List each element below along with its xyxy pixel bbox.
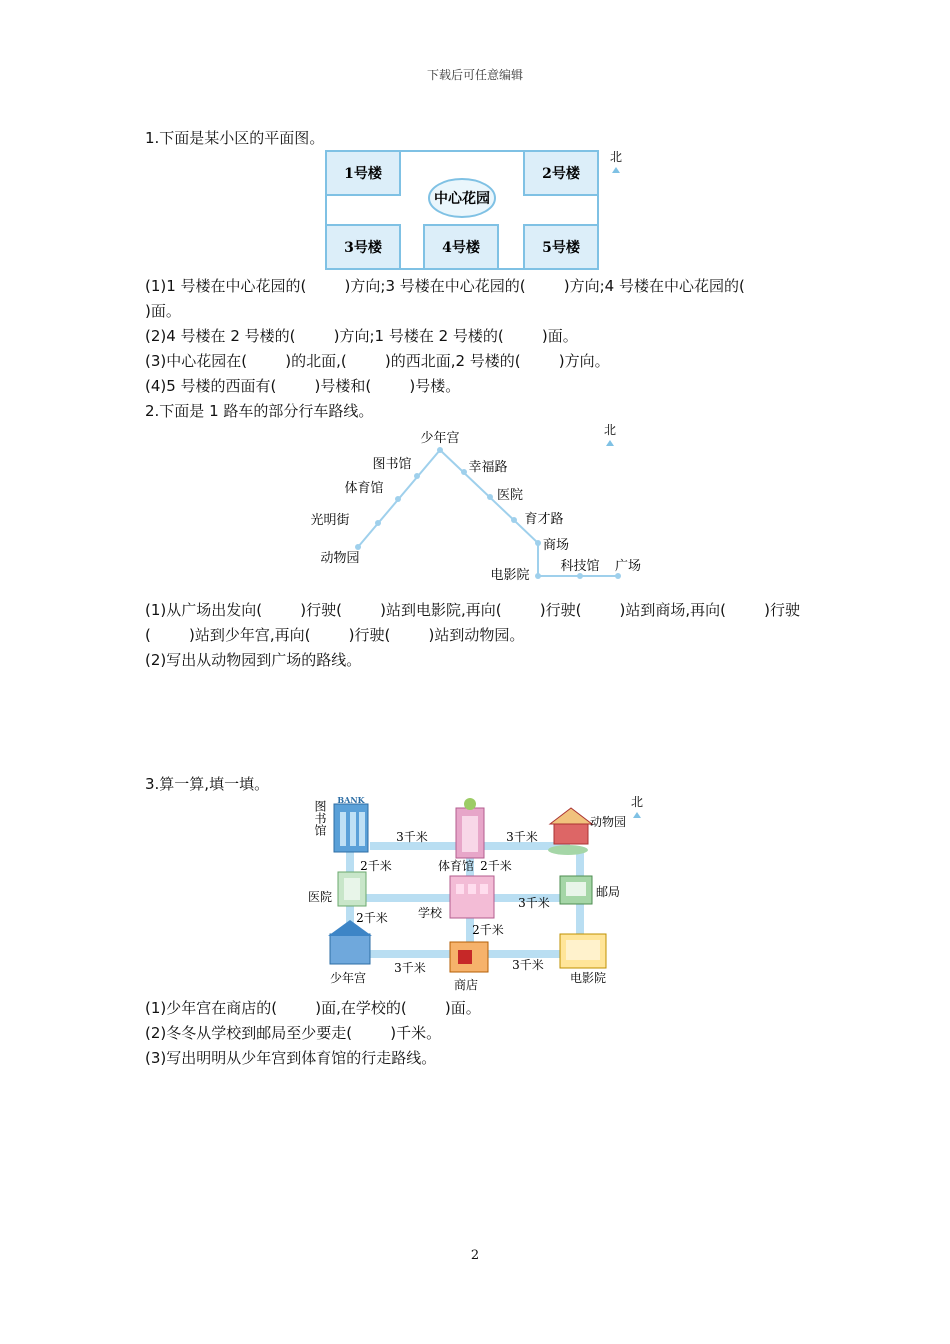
north-arrow-icon (612, 167, 620, 173)
stop-dianying: 电影院 (490, 568, 530, 583)
stop-xingfu: 幸福路 (468, 460, 508, 475)
label-shangdian: 商店 (453, 978, 479, 992)
q1-line-2: )面。 (145, 302, 181, 320)
dist-stadium-school: 2千米 (480, 859, 512, 873)
building-cinema (560, 934, 606, 968)
dist-stadium-zoo: 3千米 (506, 830, 538, 844)
q1-line-1: (1)1 号楼在中心花园的( )方向;3 号楼在中心花园的( )方向;4 号楼在中心花园的( (145, 277, 745, 295)
q2-line-3: (2)写出从动物园到广场的路线。 (145, 651, 362, 669)
north-label: 北 (609, 150, 623, 164)
stop-guangming: 光明街 (310, 513, 350, 528)
stop-dongwu: 动物园 (320, 551, 360, 566)
q3-line-1: (1)少年宫在商店的( )面,在学校的( )面。 (145, 999, 481, 1017)
dist-school-post: 3千米 (518, 896, 550, 910)
label-b3: 3号楼 (344, 240, 382, 256)
building-school (450, 876, 494, 918)
building-zoo (548, 808, 592, 855)
q1-line-5: (4)5 号楼的西面有( )号楼和( )号楼。 (145, 377, 461, 395)
bank-sign: BANK (337, 795, 365, 805)
q1-line-3: (2)4 号楼在 2 号楼的( )方向;1 号楼在 2 号楼的( )面。 (145, 327, 578, 345)
label-dianyingyuan: 电影院 (569, 971, 607, 985)
dist-library-hospital: 2千米 (360, 859, 392, 873)
q2-line-1: (1)从广场出发向( )行驶( )站到电影院,再向( )行驶( )站到商场,再向( )行驶 (145, 601, 801, 619)
stop-tiyu: 体育馆 (344, 481, 384, 496)
stop-shaonian: 少年宫 (420, 431, 460, 446)
building-youth-palace (328, 920, 372, 964)
building-stadium (456, 798, 484, 858)
north-label: 北 (630, 795, 644, 809)
north-label: 北 (603, 423, 617, 437)
dist-shop-cinema: 3千米 (512, 958, 544, 972)
q1-community-map (320, 145, 630, 273)
label-tushuguan: 图书馆 (313, 800, 327, 836)
stop-guangchang: 广场 (614, 559, 642, 574)
q1-title: 1.下面是某小区的平面图。 (145, 129, 325, 147)
label-youju: 邮局 (595, 885, 621, 899)
building-library (334, 795, 368, 852)
label-garden: 中心花园 (434, 191, 490, 207)
north-arrow-icon (633, 812, 641, 818)
label-xuexiao: 学校 (417, 906, 443, 920)
q1-line-4: (3)中心花园在( )的北面,( )的西北面,2 号楼的( )方向。 (145, 352, 610, 370)
building-hospital (338, 872, 366, 906)
label-dongwuyuan: 动物园 (589, 815, 627, 829)
dist-youth-shop: 3千米 (394, 961, 426, 975)
stop-yucai: 育才路 (524, 512, 564, 527)
building-post-office (560, 876, 592, 904)
q3-title: 3.算一算,填一填。 (145, 775, 270, 793)
label-b2: 2号楼 (542, 166, 580, 182)
q2-line-2: ( )站到少年宫,再向( )行驶( )站到动物园。 (145, 626, 525, 644)
stop-tushu: 图书馆 (372, 457, 412, 472)
label-b5: 5号楼 (542, 240, 580, 256)
stop-shangchang: 商场 (542, 538, 570, 553)
label-yiyuan: 医院 (307, 890, 333, 904)
q3-line-3: (3)写出明明从少年宫到体育馆的行走路线。 (145, 1049, 437, 1067)
q2-title: 2.下面是 1 路车的部分行车路线。 (145, 402, 374, 420)
stop-keji: 科技馆 (560, 559, 600, 574)
stop-yiyuan: 医院 (496, 488, 524, 503)
dist-hospital-youth: 2千米 (356, 911, 388, 925)
dist-school-shop: 2千米 (472, 923, 504, 937)
page-header: 下载后可任意编辑 (426, 68, 523, 82)
label-b4: 4号楼 (442, 240, 480, 256)
q3-line-2: (2)冬冬从学校到邮局至少要走( )千米。 (145, 1024, 442, 1042)
label-b1: 1号楼 (344, 166, 382, 182)
label-shaoniangong: 少年宫 (329, 971, 367, 985)
label-tiyuguan: 体育馆 (437, 859, 475, 873)
page-number: 2 (470, 1248, 480, 1263)
q2-bus-route-map (300, 420, 660, 590)
north-arrow-icon (606, 440, 614, 446)
building-shop (450, 942, 488, 972)
dist-library-stadium: 3千米 (396, 830, 428, 844)
q3-city-map (300, 792, 660, 997)
